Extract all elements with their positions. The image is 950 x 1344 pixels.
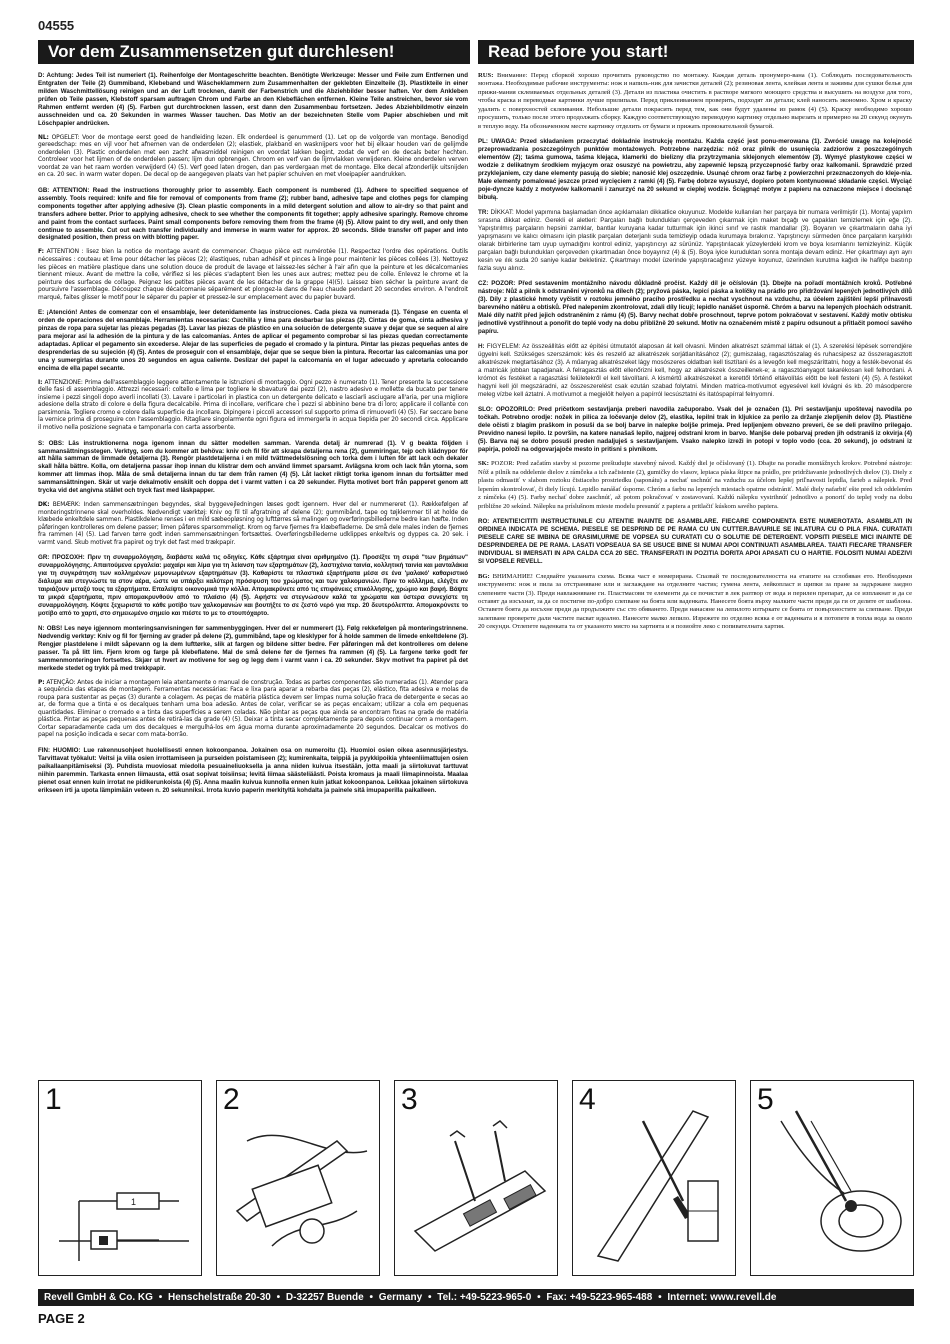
instruction-paragraph (478, 406, 912, 454)
instruction-text: OBS: Läs instruktionerna noga igenom innan du sätter modellen samman. Varenda detalj är numrerad (1). V g beakta följden i sammansättningsstegen. Verktyg, som du kommer att behöva: kniv och fil för att skrapa detaljerna rena (2), gummiringar, tejp och klädnypor för att hålla samman de limmade detaljerna (3). Rengör plastdetaljerna i en mild tvättmedelslösning och torka dem i luften för att lack och dekaler skall hålla bättre. Kolla, om detaljerna passar ihop innan du klistrar dem och använd limmet sparsamt. Avlägsna krom och lack från ytorna, som kommer att limmas ihop. Måla de små detaljerna innan du tar dem från ramen (4) (5). Låt lacket riktigt torka igenom innan du fortsätter med sammansättningen. Skär ut varje dekalmotiv enskilt och doppa det i varmt vatten i ca 20 sekunder. Flytta motivet bort från papperet genom att trycka vid det angivna stället och tryck fast med läskpapper. (38, 439, 468, 495)
instruction-text: ATTENTION: Read the instructions thoroughly prior to assembly. Each component is numbered (1). Adhere to specified sequence of assembly. Tools required: knife and file for removal of components from frame (2); rubber band, adhesive tape and clothes pegs for clamping components together after applying adhesive (3). Clean plastic components in a mild detergent solution and allow to air-dry so that paint and transfers adhere better. Prior to applying adhesive, check to see whether the components fit together; apply adhesive sparingly. Remove chrome and paint from the contact surfaces. Paint small components before removing them from the frame (4) (5). Allow paint to dry well, and only then continue to assemble. Cut out each transfer individually and immerse in warm water for approx. 20 seconds. Slide transfer off paper and into designated position, then press on with blotting paper. (38, 186, 468, 242)
language-code: SLO: (478, 405, 493, 413)
instruction-paragraph (478, 460, 912, 511)
step-number: 4 (579, 1083, 596, 1116)
footer-internet: Internet: www.revell.de (667, 1292, 777, 1303)
instruction-paragraph (38, 135, 468, 180)
step-number: 1 (45, 1083, 62, 1116)
language-code: F: (38, 249, 44, 256)
instruction-paragraph (38, 309, 468, 373)
step-2-knife-file-illustration (217, 1081, 380, 1276)
footer-separator: • (158, 1292, 163, 1303)
step-3-clamping-illustration (395, 1081, 558, 1276)
footer-fax: Fax: +49-5223-965-488 (546, 1292, 653, 1303)
instruction-text: BEMÆRK: Inden sammensætningen begyndes, skal byggevejledningen læses godt igennem. Hver del er nummereret (1). Rækkefølgen af monteringstrinnene skal overholdes. Nødvendigt værktøj: Kniv og fil til afgratning af delene (2); gummibånd, tape og tøjklemmer til at holde de klæbede enkeltdele sammen. Plastikdelene renses i en mild sæbeopløsning og lufttørres så malingen og overføringsbillederne bedre kan hæfte. Inden påføringen kontrolleres om delene passer; limen påføres sparsommeligt. Krom og farve fjernes fra klæbefladerne. De små dele males inden de fjernes fra rammen (4) (5). Lad farven tørre godt inden sammensætningen fortsættes. Overføringsbillederne udklippes enkeltvis og dyppes ca. 20 sek. i varmt vand. Skub motivet fra papiret og tryk det fast med trækpapir. (38, 502, 468, 546)
instruction-paragraph (478, 72, 912, 131)
instruction-text: ΠΡΟΣΟΧΗ: Πριν τη συναρμολόγηση, διαβάστε καλά τις οδηγίες. Κάθε εξάρτημα είναι αριθμημένο (1). Προσέξτε τη σειρά "των βημάτων" συναρμολόγησης. Απαιτούμενα εργαλεία: μαχαίρι και λίμα για τη λείανση των εξαρτημάτων (2), λαστιχένια ταινία, κολλητική ταινία και μανταλάκια για τη συγκράτηση των κολλημένων μεμονωμένων εξαρτημάτων (3). Καθαρίστε τα πλαστικά εξαρτήματα μέσα σε ένα 'μαλακό' καθαριστικό διάλυμα και στεγνώστε τα στον αέρα, ώστε να υπάρξει καλύτερη πρόσφυση του χρώματος και των χαλκομανιών. Πριν το κόλλημα, ελέγξτε αν ταιριάζουν μεταξύ τους τα εξαρτήματα. Επαλείψτε οικονομικά την κόλλα. Απομακρύνετε από τις επιφάνειες επικόλλησης, χρώμιο και βαφή. Βάψτε τα μικρά εξαρτήματα, πριν απομακρυνθούν από το πλαίσιο (4) (5). Αφήστε να στεγνώσουν καλά τα χρώματα και ύστερα συνεχίστε τη συναρμολόγηση. Κόψτε ξεχωριστά το κάθε μοτίβο των χαλκομανιών και βουτήξτε το σε ζεστό νερό για περ. 20 δευτερόλεπτα. Απομακρύνετε το μοτίβο από το χαρτί, στο σημειωμένο σημείο και πιέστε το με το στουπόχαρτο. (38, 554, 468, 617)
footer-separator: • (369, 1292, 374, 1303)
language-code: S: (38, 439, 45, 447)
instruction-text: OPGELET: Voor de montage eerst goed de handleiding lezen. Elk onderdeel is genummerd (1). Let op de volgorde van montage. Benodigd gereedschap: mes en vijl voor het afnemen van de onderdelen (2); elastiek, plakband en wasknijpers voor het bij elkaar houden van de gelijmde onderdelen (3). Plastic onderdelen met een zacht afwasmiddel reinigen en voordat lakken begint, zodat de verf en de decals beter hechten. Controleer voor het lijmen of de onderdelen passen; lijm dun opbrengen. Chroom en verf van de lijmvlakken verwijderen. Kleine onderdelen verven voordat ze van het raam worden verwijderd (4) (5). Verf goed laten drogen, dan pas verdergaan met de montage. Elke decal afzonderlijk uitsnijden en ca. 20 sec. in warm water dopen. De decal op de aangegeven plaats van het papier schuiven en met vloeipapier aandrukken. (38, 134, 468, 179)
instruction-paragraph (38, 747, 468, 795)
step-4-panel (572, 1080, 736, 1276)
left-column-instructions (38, 72, 468, 1072)
language-code: GB: (38, 186, 50, 194)
language-code: BG: (478, 572, 490, 580)
step-5-panel (750, 1080, 914, 1276)
language-code: D: (38, 72, 45, 79)
language-code: I: (38, 379, 43, 386)
language-code: FIN: (38, 746, 51, 754)
instruction-text: HUOMIO: Lue rakennusohjeet huolellisesti ennen kokoonpanoa. Jokainen osa on numeroitu (1). Huomioi osien oikea asennusjärjestys. Tarvittavat työkalut: Veitsi ja viila osien irrottamiseen ja purseiden poistamiseen (2); kumirenkaita, teippiä ja pyykkipoikia yhteenliimattujen osien paikallaanpitämiseksi (3). Puhdista muoviosat miedolla pesuaineliuoksella ja anna niiden kuivua itsestään, jotta maali ja siirtokuvat tarttuvat niihin paremmin. Tarkasta ennen liimausta, että osat sopivat toisiinsa; levitä liimaa säästeliäästi. Poista kromaus ja maali liimapinnoista. Maalaa pienet osat ennen kuin irrotat ne pidikerunkoista (4) (5). Anna maalin kuivua kunnolla ennen kuin jatkat kokoonpanoa. Leikkaa jokainen siirtokuva erikseen irti ja upota lämpimään veteen n. 20 sekunniksi. Irrota kuvio paperin merkityltä kohdalta ja painele sitä imupaperilla paikalleen. (38, 746, 468, 794)
language-code: PL: (478, 138, 488, 146)
instruction-text: ATENTIE!CITITI INSTRUCTIUNILE CU ATENTIE INAINTE DE ASAMBLARE. FIECARE COMPONENTA ESTE NUMEROTATA. ASAMBLATI IN ORDINEA INDICATA PE SCHEMA. PIESELE SE DESPRIND DE PE RAMA CU UN CUTTER.BAVURILE SE INLATURA CU O PILA FINA. CURATATI PIESELE CARE SE IMBINA DE GRASIMI,URME DE VOPSEA SU CURATATI CU O SOLUTIE DE DETERGENT. VOPSITI PIESELE MICI INAINTE DE DESPRINDEREA DE PE RAMA. LASATI VOPSEAUA SA SE USUCE BINE SI NUMAI APOI CONTINUATI ASAMBLAREA. TAIATI FIECARE TRANSFER INDIVIDUAL SI IMERSATI IN APA CALDA CCA 20 SEC. TRANSFERATI IN POZITIA DORITA APOI APASATI CU O HARTIE. FOLOSITI NUMAI ADEZIVI SI VOPSELE REVELL. (478, 518, 912, 565)
instruction-paragraph (478, 138, 912, 202)
language-code: RO: (478, 518, 490, 526)
step-illustrations (38, 1080, 914, 1280)
instruction-paragraph (478, 573, 912, 632)
step-1-panel (38, 1080, 202, 1276)
instruction-text: ВНИМАНИЕ! Следвайте указаната схема. Всяка част е номерирана. Спазвай те последователността на етапите на сглобяван ето. Необходими инструменти: нож и пила за отстраняване или и заглаждане на отделните частиs; гумена лента, лейкопласт и щипки за пране за задържане заедно слепените части (3). Преди навлажняване ги. Пластмасови те елементи да се почистат в лек разтвор от вода и перилен препарат, да се изплакнат и да се оставят да изсъхнат, за да се постигне по-добро слепване на боята или ваденката. Нанесете боята върху малките части преди да ги от делите от шаблона. Оставете боята да изсъхне преди да продължите със сто обяването. Преди нанасяне на лепилото изтъркате се боята от повърхностите за слепване. Преди залепване проверете дали частите пасват идеално. Нанесете малко лепило. Изрежете по отделно всяка е от ваденката и я потопете в топла вода за около 20 секунди. Отлепете ваденката та от указаното място на хартията и я позиойте леко с попивателната хартия. (478, 572, 912, 631)
footer-separator: • (276, 1292, 281, 1303)
language-code: N: (38, 624, 45, 632)
instruction-paragraph (478, 280, 912, 336)
language-code: CZ: (478, 279, 489, 287)
footer-separator: • (537, 1292, 541, 1303)
footer-address-street: Henschelstraße 20-30 (167, 1292, 271, 1303)
instruction-paragraph (478, 209, 912, 273)
instruction-text: DİKKAT: Model yapımına başlamadan önce açıklamaları dikkatlice okuyunuz. Modelde kullanılan her parçaya bir numara verilmiştir (1). Montaj yapılım sırasına dikkat ediniz. Gerekli el aletleri: Parçaları bağlı bulundukları çerçeveden çıkarmak için maket bıçağı ve çapakları temizlemek için eğe (2). Yapıştırılmış parçaların hepsini zamklar, bantlar kuruyana kadar tutturmak için ikinci sınıf ve rastık mandallar (3). Boyanın ve çıkartmaların daha iyi yapışmasını ve kalıcı olmasını için plastik parçaları deterjanlı suda temizleyip odada kurumaya bırakınız. Yapıştırıcıyı sürmeden önce parçaların karşılıklı olarak birbirlerine tam uyup uymadığını kontrol ediniz, yapıştırıcıyı az sürünüz. Yapıştırılacak yüzeylerdeki krom ve boya kısımlarını temizleyiniz. Küçük parçaları bağlı bulundukları çerçeveden çıkartmadan önce boyayınız (4) & (5). Boya iyice kuruduktan sonra montaja devam ediniz. Her çıkartmayı ayrı ayrı kesin ve ılık suda 20 saniye kadar bekletiniz. Çıkartmayı model üzerinde yapıştıracağınız yüzeye koyunuz, üzerinden kurutma kağıdı ile hafifçe bastırıp fazla suyu alınız. (478, 208, 912, 272)
footer-contact-bar (38, 1289, 914, 1306)
step-1-numbered-part-illustration (39, 1081, 202, 1276)
instruction-paragraph (38, 502, 468, 547)
language-code: DK: (38, 502, 50, 509)
page-id: 04555 (38, 18, 75, 33)
step-2-panel (216, 1080, 380, 1276)
instruction-paragraph (38, 380, 468, 433)
step-3-panel (394, 1080, 558, 1276)
language-code: P: (38, 679, 45, 686)
footer-telephone: Tel.: +49-5223-965-0 (437, 1292, 532, 1303)
instruction-text: POZOR: Pred začatím stavby si pozorne preštudujte stavebný návod. Každý diel je očíslovaný (1). Dbajte na poradie montážnych krokov. Potrebné nástroje: Nôž a pilník na oddelenie dielov z rámčeka a ich začistenie (2), gumičky do vlasov, lepiaca páska štipce na prádlo, pre pridržiavanie jednotlivých dielov (3). Diely z plastu odmastiť v slabom roztoku čistiaceho prostriedku (saponátu) a nechať uschnúť na vzduchu za účelom lepšej priľnavosti lepidla, farieb a nálepiek. Pred lepením skontrolovať, či diely lícujú. Lepidlo nanášať úsporne. Chróm a farbu na lepených miestach opatrne odstrániť. Malé diely nafarbiť ešte pred ich oddelením z rámčeka (4) (5). Farby nechať dobre zaschnúť, až potom pokračovať v zostavovaní. Každú nálepku vystrihnúť jednotlivo a ponoriť do teplej vody na dobu približne 20 sekúnd. Nálepku na príslušnom mieste modelu presunúť z papiera a pritlačiť kúskom savého papiera. (478, 460, 912, 510)
instruction-text: FIGYELEM: Az összeállítás előtt az építési útmutatót alaposan át kell olvasni. Minden alkatrészt számmal láttak el (1). A szerelési lépések sorrendjére ügyelni kell. Szükséges szerszámok: kés és reszelő az alkatrészek sorjátlanításához (2); gumiszalag, ragasztószalag és ruhacsipesz az összeragasztott alkatrészek megtartásához (3). A műanyag alkatrészeket lágy mosószeres oldatban kell tisztítani és a levegőn kell megszáríttatni, hogy a festék-bevonat és a matricák jobban tapadjanak. A felragasztás előtt ellenőrizni kell, hogy az alkatrészek összeillenek-e; a ragasztóanyagot takarékosan kell felhordani. A krómot és festéket a ragasztási felületekről el kell távolítani. A kismértű alkatrészeket a kerettől történő eltávolítás előtt be kell festeni (4) (5). A festéket hagyni kell jól megszáradni, az összeszerelést csak ezután szabad folytatni. Minden matrica-motívumot egyesével kell kivágni és kb. 20 másodpercre meleg vízbe kell áztatni. A motívumot a megjelölt helyen a papírról lecsúsztatni és itatóspapírral felnyomni. (478, 342, 912, 398)
instruction-text: POZOR: Před sestavením montážního návodu důkladně pročíst. Každý díl je očíslován (1). Dbejte na pořadí montážních kroků. Potřebné nástroje: Nůž a pilník k odstranění výronků na dílech (2); pryžová páska, lepicí páska a kolíčky na prádlo pro přidržování lepených jednotlivých dílů (3). Díly z plastické hmoty vyčistit v roztoku jemného pracího prostředku a nechat vyschnout na vzduchu, za účelem zajištění lepší přilnavosti barevného nátěru a obtisků. Před nalepením zkontrolovat, zdali díly lícují; lepidlo nanášet úsporně. Chróm a barvu na lepených plochách odstranit. Malé díly natřít před jejich odstraněním z rámu (4) (5). Barvy nechat dobře proschnout, teprve potom pokračovat v sestavení. Každý motiv obtisku jednotlivě vystřihnout a ponořit do teplé vody na dobu přibližně 20 sekund. Motiv na označeném místě z papíru odsunout a přitlačit pomocí savého papíru. (478, 279, 912, 335)
svg-text:1: 1 (131, 1197, 137, 1207)
language-code: H: (478, 342, 485, 350)
instruction-paragraph (38, 440, 468, 496)
instruction-text: OBS! Les nøye igjennom monteringsanvisningen før sammenbyggingen. Hver del er nummerert (1). Følg rekkefølgen på monteringstrinnene. Nødvendig verktøy: Kniv og fil for fjerning av grader på delene (2), gummibånd, tape og klesklyper for å holde sammen de limede enkeltdelene (3). Rengjør plastdelene i mildt såpevann og la dem lufttørke, slik at fargen og bildene sitter bedre. Før påføringen må det kontrolleres om delene passer. Ta på litt lim. Fjern krom og farge på klebeflatene. Mal de små delene før de fjernes fra rammen (4) (5). La fargene tørke godt før sammenmonteringen fortsettes. Skjær ut hvert av motivene for seg og legg dem i varmt vann i ca. 20 sekunder. Skyv motivet fra papiret på det merkede stedet og trykk på med trekkpapir. (38, 624, 468, 672)
instruction-text: OPOZORILO: Pred pričetkom sestavljanja preberi navodila začuporabo. Vsak del je označen (1). Pri sestavljanju upoštevaj navodila po točkah. Potrebno orodje: nožek in pilica za ločevanje delov (2), elastika, lepilni trak in kljukice za perilo za držanje zlepljenih delov (3). Plastične dele očisti z blagim praškom in posuši da se bolj barve in nalepke boljše primeja. Pred lepljenjem obvezno preveri, če se deli pravilno prilegajo. Previdno nanesi lepilo. Iz površin, na katere nanašaš lepilo, najprej odstrani krom in barvo. Manjše dele pobarvaj preden jih odstraniš iz okvirja (4)(5). Barva naj se dobro posuši preden nadaljuješ s sestavljanjem. Vsako nalepko izreži in potopi v toplo vodo (cca. 20 sekund), jo odstrani iz papirja, položi na odgovarjajoče mesto in pritisni s pivnikom. (478, 405, 912, 453)
language-code: RUS: (478, 72, 494, 79)
instruction-text: ¡Atención! Antes de comenzar con el ensamblaje, leer detenidamente las instrucciones. Cada pieza va numerada (1). Téngase en cuenta el orden de operaciones del ensamblaje. Herramientas necesarias: Cuchilla y lima para desbarbar las piezas (2). Cintas de goma, cinta adhesiva y pinzas de ropa para sujetar las piezas pegadas (3). Lavar las piezas de plástico en una solución de detergente suave y dejar que se sequen al aire para mejorar así la adhesión de la pintura y de las calcomanías. Antes de aplicar el pegamento comprobar si las piezas quedan correctamente adaptadas. Aplicar el pegamento sin excederse. Alejar de las superficies de pegado el cromado y la pintura. Pintar las piezas pequeñas antes de desprenderlas de su sujeción (4) (5). Antes de proseguir con el ensamblaje, dejar que se seque bien la pintura. Recortar las calcomanías una por una y sumergirlas durante unos 20 segundos en agua caliente. Deslizar del papel la calcomanía en el lugar adecuado y apretarla colocando encima de ella papel secante. (38, 309, 468, 372)
footer-company: Revell GmbH & Co. KG (44, 1292, 153, 1303)
language-code: E: (38, 309, 45, 317)
footer-country: Germany (378, 1292, 423, 1303)
language-code: SK: (478, 460, 489, 468)
instruction-text: Внимание: Перед сборкой хорошо прочитать руководство по монтажу. Каждая деталь пронумеро-вана (1). Соблюдать последовательность монтажа. Необходимые рабочие инструменты: нож и напиль-ник для зачистки деталей (2); резиновая лента, клейкая лента и зажимы для сушки белья для прижи-мания склеиваемых отдельных деталей (3). Детали из пластика очистить в растворе мягкого моющего средства и высушить на воздухе для того, чтобы краска и переводные картинки лучше прилипали. Перед приклеиванием проверить, подходят ли детали; клей наносить экономно. Хром и краску удалить с поверхностей склеивания. Небольшие детали покрасить перед тем, как они будут удалены из рамок (4) (5). Краску необходимо хорошо просушить, только после этого продолжать сборку. Каждую соответствующую переводную картинку отдельно вырезать и примерно на 20 секунд окунуть в теплую воду. На обозначенном месте картинку отделить от бумаги и прижать промокательной бумагой. (478, 72, 912, 130)
instruction-text: Achtung: Jedes Teil ist numeriert (1). Reihenfolge der Montageschritte beachten. Benötigte Werkzeuge: Messer und Feile zum Entfernen und Entgraten der Teile (2) Gummiband, Klebeband und Wäscheklammern zum Zusammenhalten der geklebten Einzelteile (3). Plastikteile in einer milden Waschmittellösung reinigen und an der Luft trocknen, damit der Farbenstrich und die Abziehbilder besser haften. Vor dem Ankleben prüfen ob Teile passen, Klebstoff sparsam auftragen Chrom und Farbe an den Klebeflächen entfernen. Kleine Teile anstreichen, bevor sie vom Rahmen entfernt werden (4) (5). Farben gut durchtrocknen lassen, erst dann den Zusammenbau fortsetzen. Jedes Abziehbildmotiv einzeln ausschneiden und ca. 20 Sekunden in warmes Wasser tauchen. Das Motiv an der bezeichneten Stelle vom Papier abschieben und mit Löschpapier andrücken. (38, 72, 468, 127)
language-code: NL: (38, 134, 49, 141)
instruction-paragraph (38, 187, 468, 243)
step-number: 5 (757, 1083, 774, 1116)
instruction-paragraph (38, 249, 468, 302)
instruction-paragraph (38, 554, 468, 618)
instruction-text: UWAGA: Przed składaniem przeczytać dokładnie instrukcję montażu. Każda część jest ponu-merowana (1). Zwrócić uwagę na kolejność przeprowadzania poszczególnych punktów montażowych. Potrzebne narzędzia: nóż oraz pilnik do usunięcia zadziorów z poszczególnych elementów (2); taśma gumowa, taśma klejąca, klamerki do bielizny dla przytrzymania sklejonych elementów (3). Wymyć plastykowe części w wodzie z delikatnym środkiem myjącym oraz osuszyć na powietrzu, aby zapewnić lepszą przyczepność farby oraz kalkomanii. Sprawdzić przed przyklejaniem, czy dane elementy pasują do siebie; nanosić klej oszczędnie. Usunąć chrom oraz farbę z powierzchni przeznaczonych do kleje-nia. Małe elementy pomalować jeszcze przed wycięciem z ramki (4) (5). Farbę dobrze wysuszyć, dopiero potem kontynuować składanie części. Wyciąć poje-dyncze każdy z motywów kalkomanii i zanurzyć na 20 sekund w ciepłej wodzie. Ściągnąć motyw z papieru na oznaczone miejsce i docisnąć bibułą. (478, 138, 912, 201)
language-code: GR: (38, 554, 50, 562)
step-4-painting-illustration (573, 1081, 736, 1276)
instruction-text: ATENÇÃO: Antes de iniciar a montagem leia atentamente o manual de construção. Todas as partes componentes são numeradas (1). Atender para a sequência das etapas de montagem. Ferramentas necessárias: Faca e lixa para aparar a rebarba das peças (2), elástico, fita adesiva e molas de roupa para sustentar as peças (3) durante a colagem. As peças de matéria plástica devem ser limpas numa solução fraca de detergente e secas ao ar, de forma que a tinta e os decalques tenham uma boa adesão. Antes de colar, verificar se as peças encaixam; utilizar a cola em pequenas quantidades. Eliminar o cromado e a tinta das superfícies a serem coladas. Não pintar as peças que ainda se encontram fixas na grade de matéria plástica. Pintar as peças pequenas antes de retirá-las da grade (4) (5). Deixar a tinta secar completamente para depois continuar com a montagem. Cortar separadamente cada um dos decalques e mergulhá-los em água morna durante aproximadamente 20 segundos. Decalcar os motivos do papel na posição indicada e secar com mata-borrão. (38, 679, 468, 739)
step-5-decal-illustration (751, 1081, 914, 1276)
header-german: Vor dem Zusammensetzen gut durchlesen! (38, 40, 470, 64)
instruction-paragraph (38, 72, 468, 128)
instruction-text: ATTENTION : lisez bien la notice de montage avant de commencer. Chaque pièce est numérotée (1). Respectez l'ordre des opérations. Outils nécessaires : couteau et lime pour détacher les pièces (2); élastiques, ruban adhésif et pinces à linge pour maintenir les pièces collées (3). Nettoyez les pièces en matière plastique dans une solution douce de produit de lavage et laissez-les sécher à l'air afin que la peinture et les décalcomanies tiennent mieux. Avant de mettre la colle, vérifiez si les pièces s'adaptent bien les unes aux autres; mettez peu de colle. Enlevez le chrome et la peinture des surfaces de collage. Peignez les petites pièces avant de les détacher de la grappe (4)(5). Laissez bien sécher la peinture avant de poursuivre l'assemblage. Découpez chaque décalcomanie séparément et plongez-la dans de l'eau chaude pendant 20 secondes environ. A l'endroit marqué, faites glisser le motif pour le séparer du papier et pressez-le sur emplacement avec du papier buvard. (38, 249, 468, 301)
instruction-paragraph (478, 343, 912, 399)
page-number: PAGE 2 (38, 1311, 85, 1326)
step-number: 3 (401, 1083, 418, 1116)
language-code: TR: (478, 208, 489, 216)
step-number: 2 (223, 1083, 240, 1116)
instruction-paragraph (478, 518, 912, 566)
instruction-paragraph (38, 680, 468, 740)
footer-address-city: D-32257 Buende (285, 1292, 364, 1303)
header-english: Read before you start! (478, 40, 914, 64)
right-column-instructions (478, 72, 912, 1072)
instruction-paragraph (38, 625, 468, 673)
footer-separator: • (658, 1292, 662, 1303)
instruction-text: ATTENZIONE: Prima dell'assemblaggio leggere attentamente le istruzioni di montaggio. Ogni pezzo è numerato (1). Tener presente la successione delle fasi di assemblaggio. Attrezzi necessari: coltello e lima per togliere le sbavature dai pezzi (2), nastro adesivo e mollette da bucato per tenere insieme i pezzi singoli dopo averli incollati (3). Lavare i particolari in plastica con un detergente delicato e lasciarli asciugare all'aria, per una migliore adesione della strato di colore e della figura decalcabile. Prima di incollare, verificare che i pezzi si abbinino bene tra di loro; applicare il collante con parsimonia. Togliere cromo e colore dalla superficie da incollare. Dipingere i piccoli accessori sul supporto prima di rimuoverli (4) (5). Far seccare bene la vernice prima di proseguire con l'assemblaggio. Ritagliare singolarmente ogni figura ed immergerla in acqua tiepida per 20 secondi circa. Applicare il motivo nella posizione segnata e tamponarla con carta assorbente. (38, 379, 468, 432)
footer-separator: • (427, 1292, 432, 1303)
